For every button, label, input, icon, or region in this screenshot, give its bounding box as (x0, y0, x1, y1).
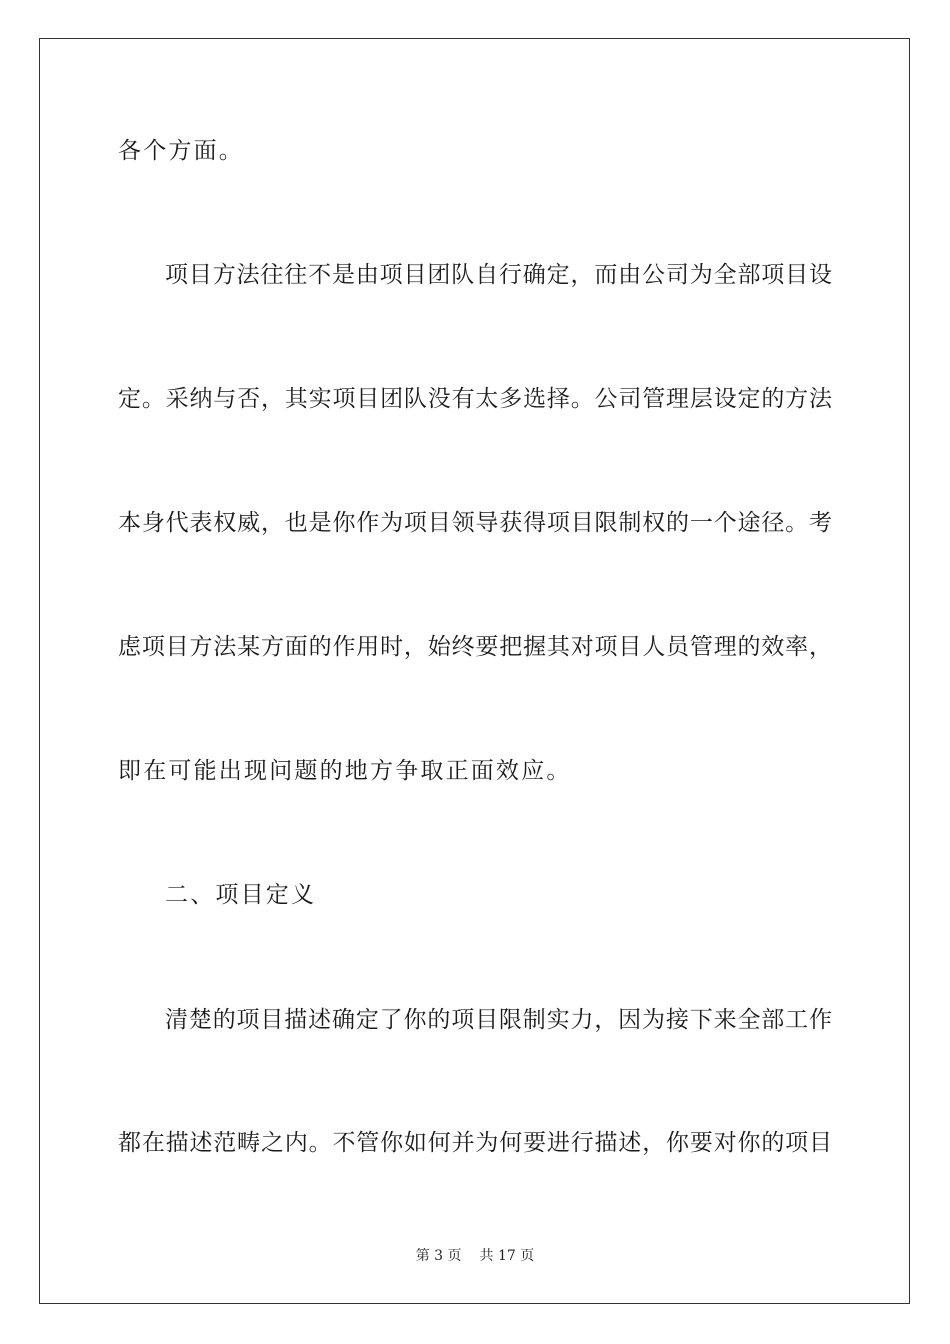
section-heading: 二、项目定义 (165, 882, 317, 908)
paragraph-line: 都在描述范畴之内。不管你如何并为何要进行描述，你要对你的项目 (118, 1130, 832, 1156)
paragraph-line: 本身代表权威，也是你作为项目领导获得项目限制权的一个途径。考 (118, 510, 832, 536)
paragraph-line: 清楚的项目描述确定了你的项目限制实力，因为接下来全部工作 (165, 1007, 832, 1033)
page-footer (0, 1247, 950, 1265)
paragraph-line: 项目方法往往不是由项目团队自行确定，而由公司为全部项目设 (165, 262, 832, 288)
paragraph-line: 虑项目方法某方面的作用时，始终要把握其对项目人员管理的效率， (118, 634, 832, 660)
page-number: 第 3 页 (415, 1248, 462, 1264)
page-frame (39, 38, 910, 1304)
paragraph-line: 各个方面。 (118, 138, 244, 164)
page-total: 共 17 页 (479, 1248, 535, 1264)
paragraph-line: 定。采纳与否，其实项目团队没有太多选择。公司管理层设定的方法 (118, 386, 832, 412)
paragraph-line: 即在可能出现问题的地方争取正面效应。 (118, 758, 572, 784)
